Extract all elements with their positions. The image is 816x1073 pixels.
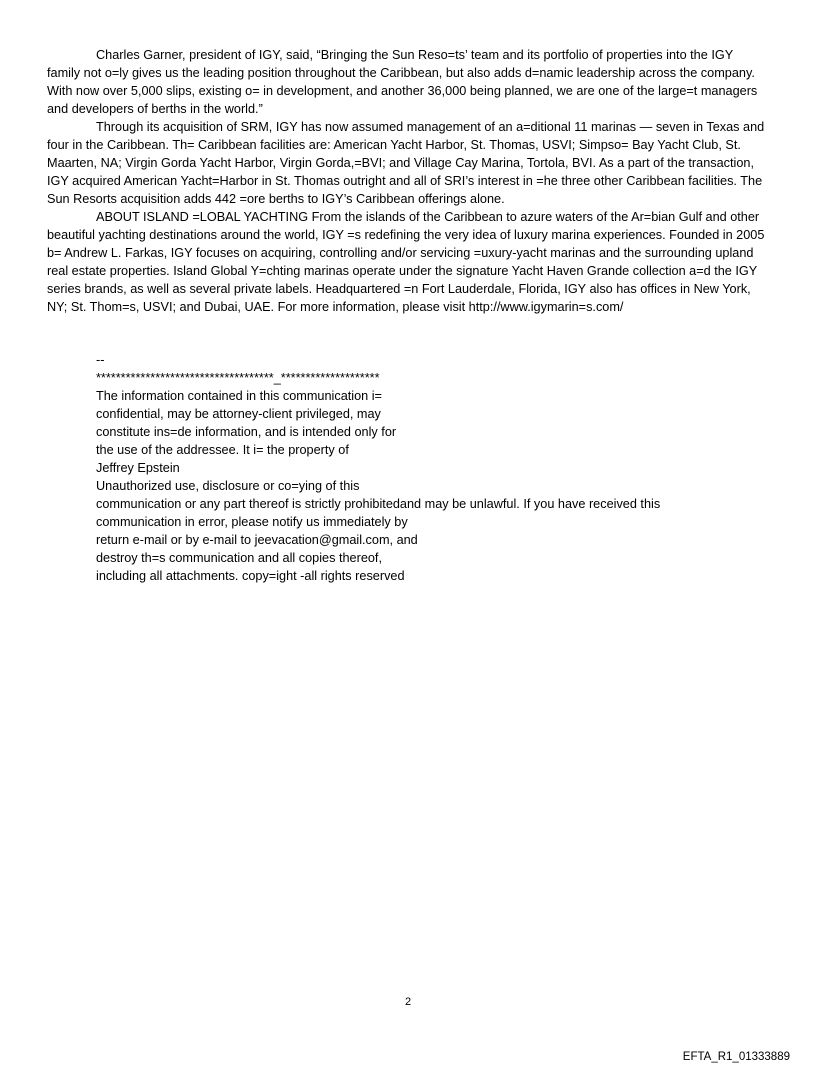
disclaimer-line: The information contained in this communication i= <box>96 389 382 403</box>
disclaimer-line: Unauthorized use, disclosure or co=ying of this <box>96 479 360 493</box>
paragraph-srm-acquisition: Through its acquisition of SRM, IGY has now assumed management of an a=ditional 11 marinas — seven in Texas and four in the Caribbean. Th= Caribbean facilities are: American Yacht Harbor, St. Thomas, USVI; Simpso= Bay Yacht Club, St. Maarten, NA; Virgin Gorda Yacht Harbor, Virgin Gorda,=BVI; and Village Cay Marina, Tortola, BVI. As a part of the transaction, IGY acquired American Yacht=Harbor in St. Thomas outright and all of SRI’s interest in =he three other Caribbean facilities. The Sun Resorts acquisition adds 442 =ore berths to IGY’s Caribbean offerings alone. <box>47 120 765 206</box>
page-number: 2 <box>404 996 412 1008</box>
email-body <box>47 46 769 316</box>
disclaimer-line: including all attachments. copy=ight -all rights reserved <box>96 569 405 583</box>
disclaimer-line: confidential, may be attorney-client privileged, may <box>96 407 381 421</box>
disclaimer-line: Jeffrey Epstein <box>96 461 180 475</box>
paragraph-about-igy: ABOUT ISLAND =LOBAL YACHTING From the islands of the Caribbean to azure waters of the Ar=bian Gulf and other beautiful yachting destinations around the world, IGY =s redefining the very idea of luxury marina experiences. Founded in 2005 b= Andrew L. Farkas, IGY focuses on acquiring, controlling and/or servicing =uxury-yacht marinas and the surrounding upland real estate properties. Island Global Y=chting marinas operate under the signature Yacht Haven Grande collection a=d the IGY series brands, as well as several private labels. Headquartered =n Fort Lauderdale, Florida, IGY also has offices in New York, NY; St. Thom=s, USVI; and Dubai, UAE. For more information, please visit http://www.igymarin=s.com/ <box>47 210 765 314</box>
disclaimer-line: communication in error, please notify us immediately by <box>96 515 408 529</box>
disclaimer-line: return e-mail or by e-mail to jeevacation@gmail.com, and <box>96 533 418 547</box>
disclaimer-line: destroy th=s communication and all copies thereof, <box>96 551 382 565</box>
disclaimer-line: constitute ins=de information, and is intended only for <box>96 425 397 439</box>
disclaimer-line: the use of the addressee. It i= the property of <box>96 443 349 457</box>
confidentiality-disclaimer <box>96 351 776 585</box>
paragraph-garner-quote: Charles Garner, president of IGY, said, “Bringing the Sun Reso=ts’ team and its portfolio of properties into the IGY family not o=ly gives us the leading position throughout the Caribbean, but also adds d=namic leadership across the company. With now over 5,000 slips, existing o= in development, and another 36,000 being planned, we are one of the large=t managers and developers of berths in the world.” <box>47 48 758 116</box>
document-id: EFTA_R1_01333889 <box>682 1051 790 1063</box>
disclaimer-line: communication or any part thereof is strictly prohibitedand may be unlawful. If you have received this <box>96 497 661 511</box>
star-divider: ************************************_******************** <box>96 371 380 385</box>
signature-separator: -- <box>96 353 105 367</box>
